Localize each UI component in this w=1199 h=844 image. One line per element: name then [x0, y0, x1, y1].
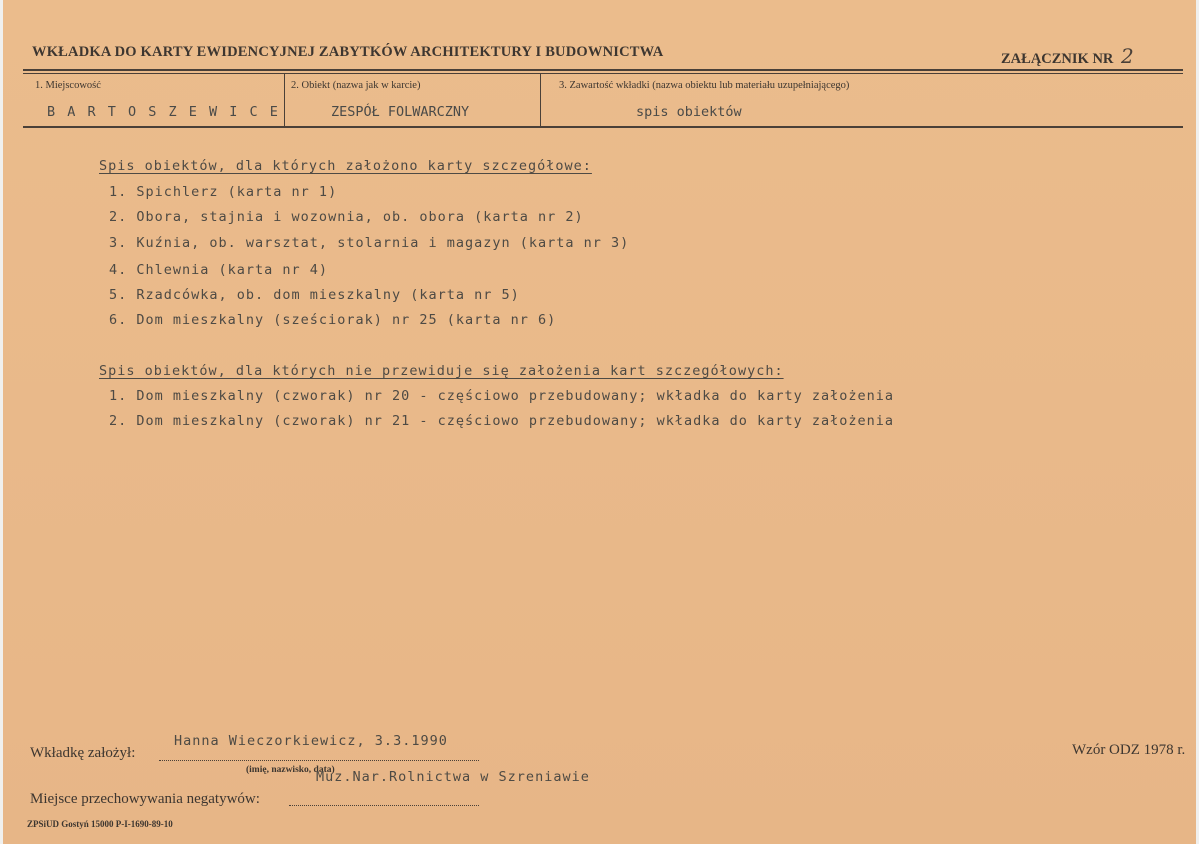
created-by-line — [159, 760, 479, 761]
annex-label-text: ZAŁĄCZNIK NR — [1001, 51, 1114, 67]
template-note: Wzór ODZ 1978 r. — [1072, 742, 1186, 758]
list-item: 2. Dom mieszkalny (czworak) nr 21 - częściowo przebudowany; wkładka do karty założenia — [109, 413, 894, 429]
list-with-cards-heading: Spis obiektów, dla których założono karty szczegółowe: — [99, 158, 592, 174]
created-by-label: Wkładkę założył: — [30, 745, 136, 761]
list-item: 2. Obora, stajnia i wozownia, ob. obora (karta nr 2) — [109, 209, 584, 225]
annex-number: 2 — [1121, 44, 1134, 68]
object-label: 2. Obiekt (nazwa jak w karcie) — [291, 80, 421, 91]
content-label: 3. Zawartość wkładki (nazwa obiektu lub materiału uzupełniającego) — [559, 80, 850, 91]
field-divider — [540, 74, 541, 127]
locality-label: 1. Miejscowość — [35, 80, 101, 91]
header-rule — [23, 69, 1183, 71]
list-item: 4. Chlewnia (karta nr 4) — [109, 262, 329, 278]
card-title: WKŁADKA DO KARTY EWIDENCYJNEJ ZABYTKÓW ARCHITEKTURY I BUDOWNICTWA — [32, 44, 664, 60]
list-item: 1. Dom mieszkalny (czworak) nr 20 - częściowo przebudowany; wkładka do karty założenia — [109, 388, 894, 404]
negatives-line — [289, 805, 479, 806]
content-value: spis obiektów — [636, 104, 742, 120]
list-item: 5. Rzadcówka, ob. dom mieszkalny (karta nr 5) — [109, 287, 520, 303]
header-rule-thin — [23, 73, 1183, 74]
fields-bottom-rule — [23, 126, 1183, 128]
print-info: ZPSiUD Gostyń 15000 P-I-1690-89-10 — [27, 819, 173, 829]
locality-value: B A R T O S Z E W I C E — [47, 104, 280, 120]
list-item: 3. Kuźnia, ob. warsztat, stolarnia i magazyn (karta nr 3) — [109, 235, 630, 251]
list-item: 6. Dom mieszkalny (sześciorak) nr 25 (karta nr 6) — [109, 312, 557, 328]
list-item: 1. Spichlerz (karta nr 1) — [109, 184, 338, 200]
object-value: ZESPÓŁ FOLWARCZNY — [331, 104, 470, 120]
negatives-label: Miejsce przechowywania negatywów: — [30, 791, 260, 807]
annex-label — [1001, 44, 1134, 68]
field-divider — [284, 74, 285, 127]
created-by-hint: (imię, nazwisko, data) — [246, 765, 335, 775]
negatives-value: Muz.Nar.Rolnictwa w Szreniawie — [316, 769, 590, 785]
list-without-cards-heading: Spis obiektów, dla których nie przewiduje się założenia kart szczegółowych: — [99, 363, 784, 379]
created-by-value: Hanna Wieczorkiewicz, 3.3.1990 — [174, 733, 448, 749]
